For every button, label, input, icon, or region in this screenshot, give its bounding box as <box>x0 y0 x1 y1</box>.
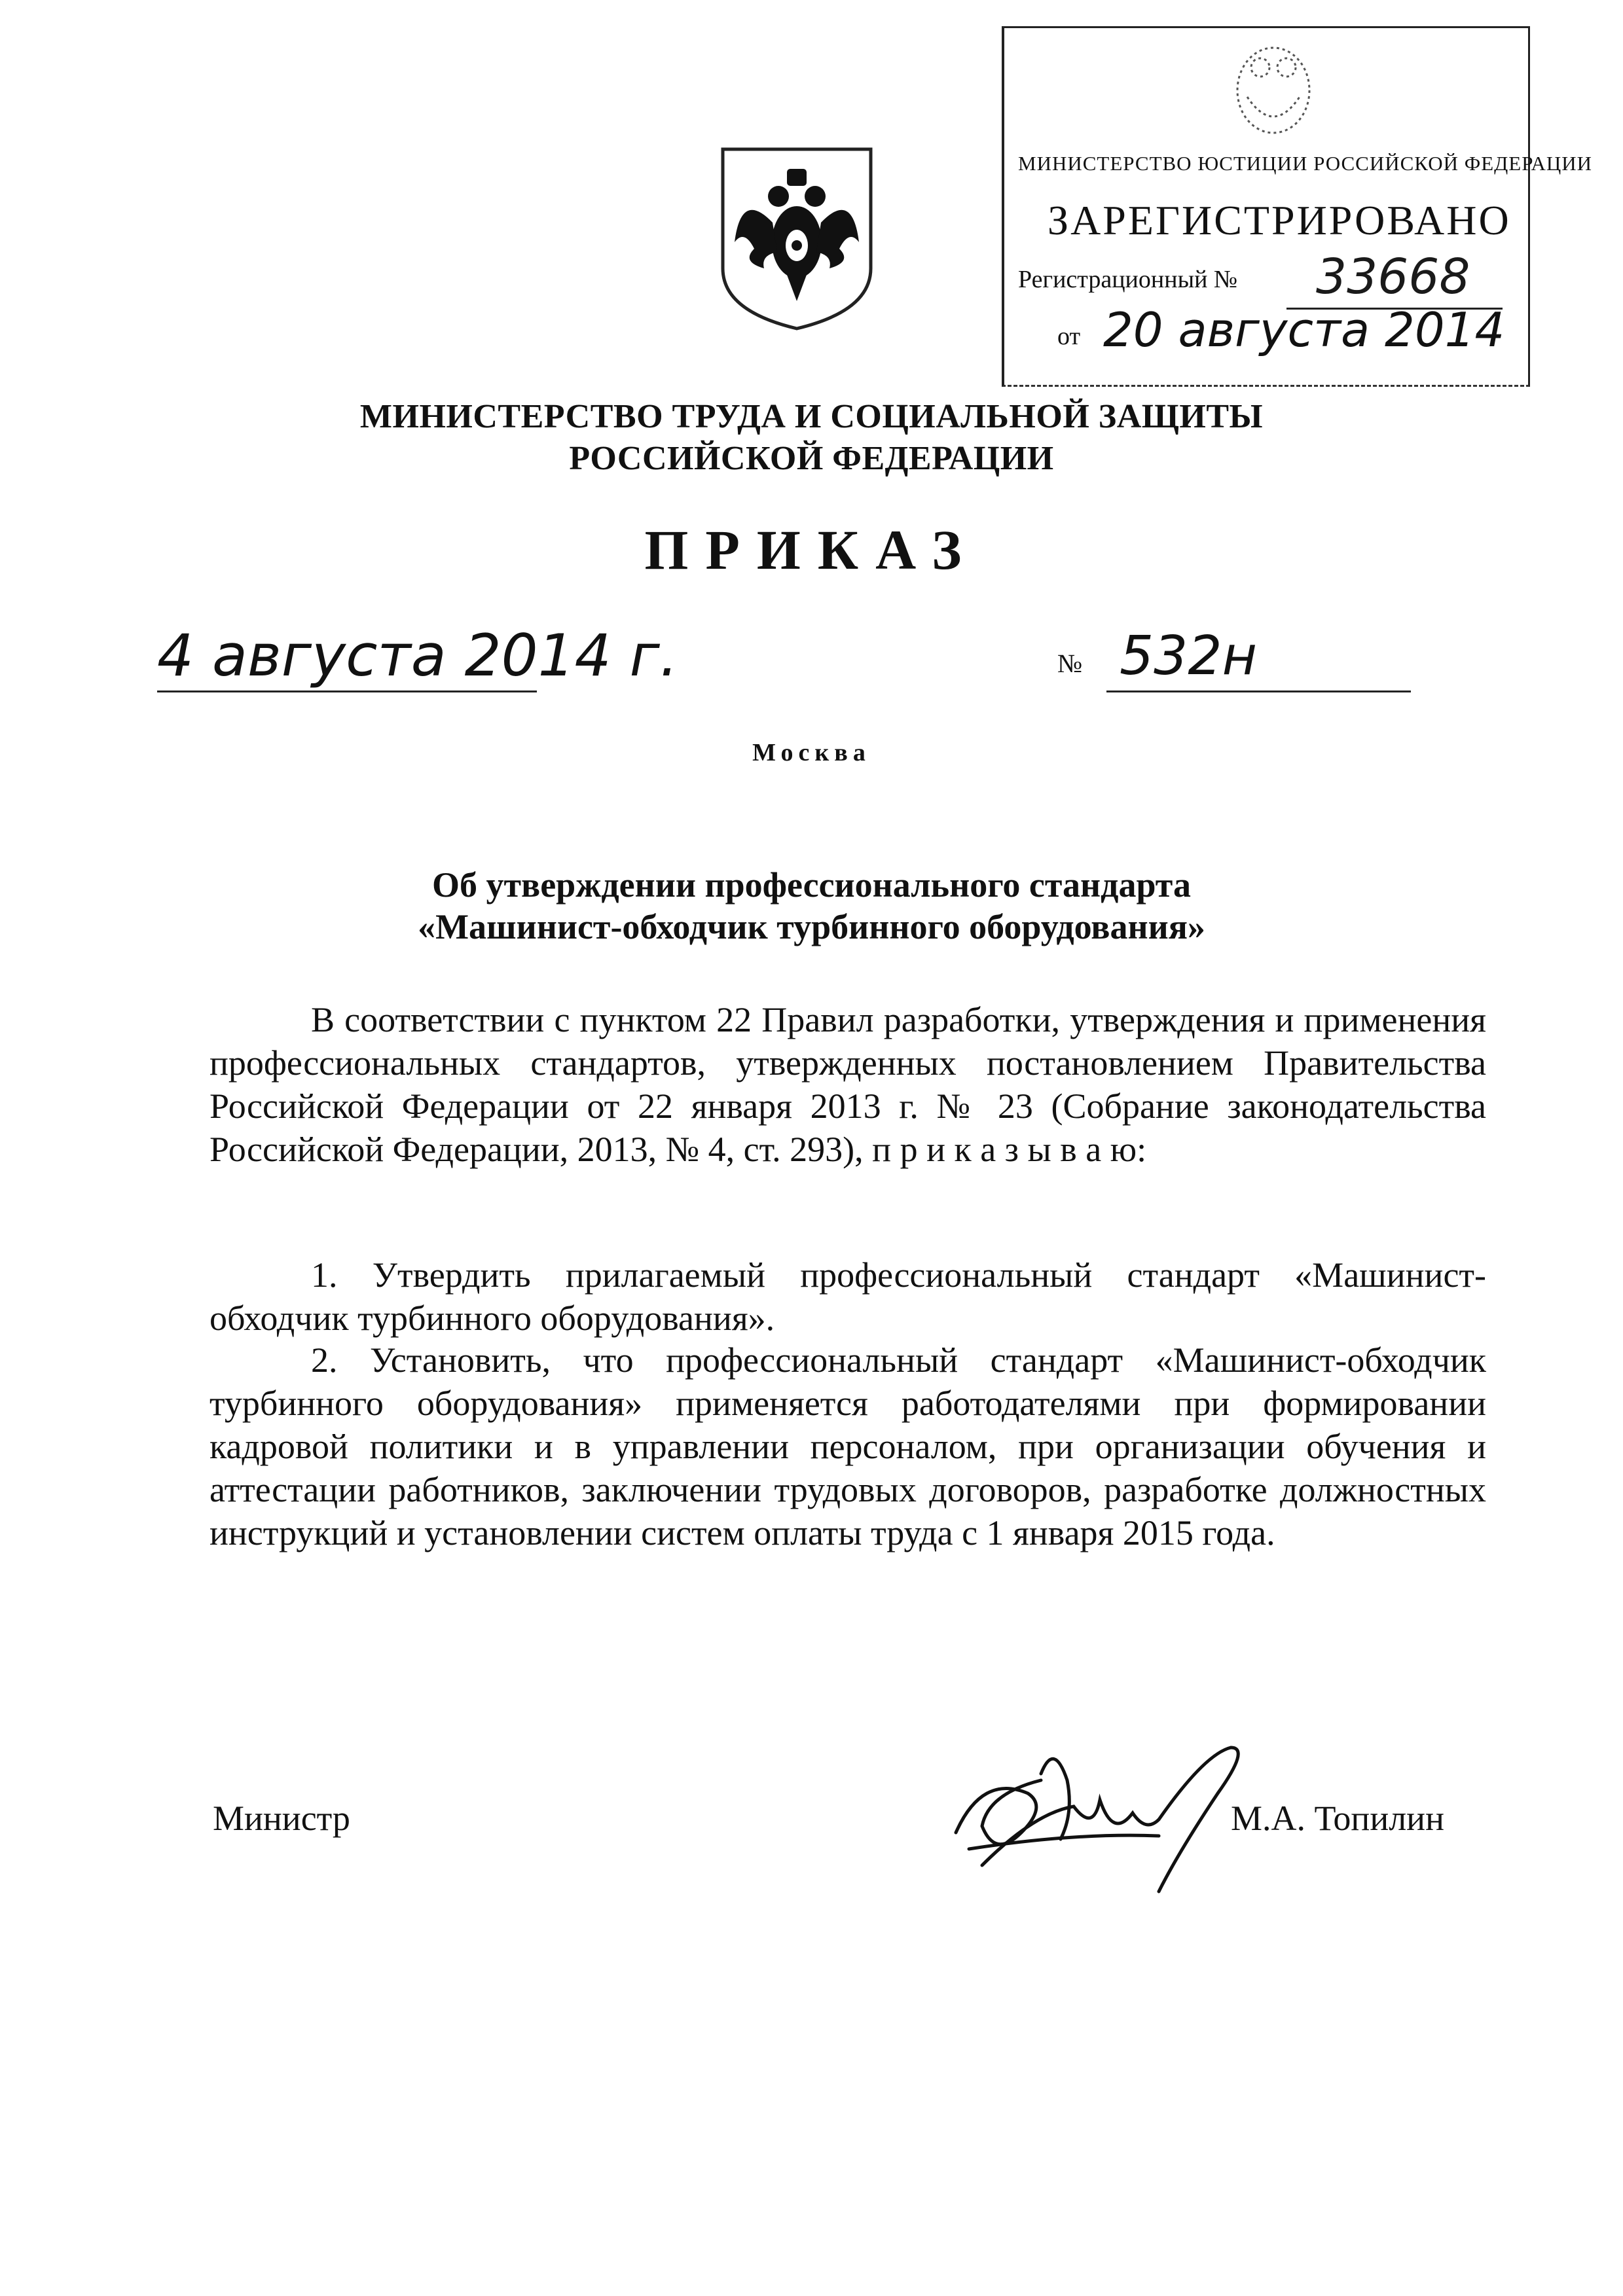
signatory-name: М.А. Топилин <box>1231 1799 1444 1838</box>
ministry-line-2: РОССИЙСКОЙ ФЕДЕРАЦИИ <box>569 440 1054 477</box>
order-number-label: № <box>1057 649 1083 678</box>
handwritten-signature <box>943 1734 1257 1905</box>
stamp-reg-number: 33668 <box>1316 249 1470 305</box>
order-subject <box>0 864 1623 948</box>
stamp-registered: ЗАРЕГИСТРИРОВАНО <box>1048 197 1511 243</box>
ministry-emblem-seal-icon <box>1224 38 1322 143</box>
order-number-underline <box>1106 691 1411 692</box>
order-number: 532н <box>1120 625 1258 687</box>
stamp-date-prefix: от <box>1057 323 1081 350</box>
item-2-paragraph: 2. Установить, что профессиональный стандарт «Машинист-обходчик турбинного оборудования» применяется работодателями при формировании кадровой политики и в управлении персоналом, при организации обучения и аттестации работников, заключении трудовых договоров, разработке должностных инструкций и установлении систем оплаты труда с 1 января 2015 года. <box>210 1340 1486 1552</box>
coat-of-arms-icon <box>715 144 879 334</box>
item-1-paragraph: 1. Утвердить прилагаемый профессиональный стандарт «Машинист-обходчик турбинного оборудования». <box>210 1255 1486 1338</box>
subject-line-1: Об утверждении профессионального стандарта <box>432 865 1191 905</box>
document-title: ПРИКАЗ <box>644 518 979 581</box>
signatory-position: Министр <box>213 1799 350 1838</box>
city: Москва <box>752 739 871 766</box>
stamp-date: 20 августа 2014 <box>1103 302 1505 357</box>
preamble-order-word: п р и к а з ы в а ю: <box>872 1130 1147 1169</box>
ministry-line-1: МИНИСТЕРСТВО ТРУДА И СОЦИАЛЬНОЙ ЗАЩИТЫ <box>359 398 1264 435</box>
order-date-underline <box>157 691 537 692</box>
preamble-paragraph <box>210 998 1486 1171</box>
stamp-ministry-text: МИНИСТЕРСТВО ЮСТИЦИИ РОССИЙСКОЙ ФЕДЕРАЦИИ <box>1018 152 1593 175</box>
stamp-reg-label: Регистрационный № <box>1018 266 1238 293</box>
order-date: 4 августа 2014 г. <box>157 622 678 689</box>
subject-line-2: «Машинист-обходчик турбинного оборудования» <box>418 907 1205 946</box>
preamble-text: В соответствии с пунктом 22 Правил разработки, утверждения и применения профессиональных стандартов, утвержденных постановлением Правительства Российской Федерации от 22 января 2013 г. № 23 (Собрание законодательства Российской Федерации, 2013, № 4, ст. 293), <box>210 1000 1486 1169</box>
ministry-heading <box>0 396 1623 480</box>
